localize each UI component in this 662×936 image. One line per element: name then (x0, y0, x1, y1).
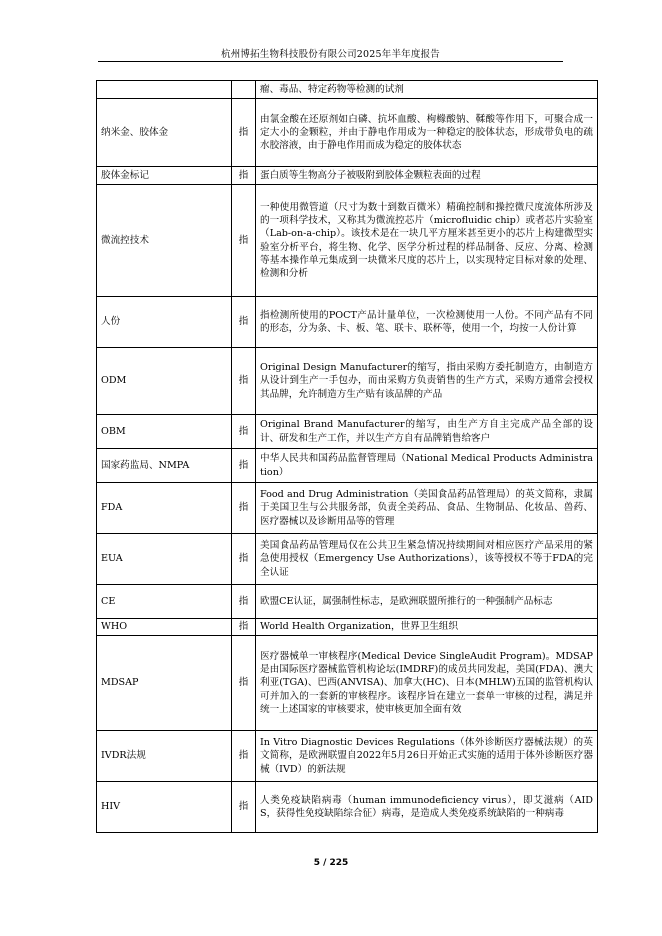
header-divider (98, 61, 563, 62)
term-cell: 微流控技术 (97, 185, 232, 297)
table-row (97, 483, 598, 534)
definition-cell: World Health Organization，世界卫生组织 (256, 619, 598, 636)
definition-cell: 由氯金酸在还原剂如白磷、抗坏血酸、枸橼酸钠、鞣酸等作用下，可聚合成一定大小的金颗粒，并由于静电作用成为一种稳定的胶体状态，形成带负电的疏水胶溶液，由于静电作用而成为稳定的胶体状态 (256, 99, 598, 167)
term-cell: EUA (97, 534, 232, 585)
glossary-table (96, 80, 598, 833)
term-cell: 纳米金、胶体金 (97, 99, 232, 167)
table-row (97, 81, 598, 99)
refers-to-cell: 指 (232, 483, 256, 534)
refers-to-cell: 指 (232, 348, 256, 415)
term-cell: ODM (97, 348, 232, 415)
term-cell: 国家药监局、NMPA (97, 449, 232, 483)
term-cell: 胶体金标记 (97, 167, 232, 185)
table-row (97, 297, 598, 348)
table-row (97, 731, 598, 782)
refers-to-cell: 指 (232, 415, 256, 449)
refers-to-cell: 指 (232, 585, 256, 619)
term-cell: IVDR法规 (97, 731, 232, 782)
definition-cell: In Vitro Diagnostic Devices Regulations（体外诊断医疗器械法规）的英文简称，是欧洲联盟自2022年5月26日开始正式实施的适用于体外诊断医疗器械（IVD）的新法规 (256, 731, 598, 782)
definition-cell: 蛋白质等生物高分子被吸附到胶体金颗粒表面的过程 (256, 167, 598, 185)
table-row (97, 99, 598, 167)
definition-cell: 指检测所使用的POCT产品计量单位，一次检测使用一人份。不同产品有不同的形态，分为条、卡、板、笔、联卡、联杯等，使用一个，均按一人份计算 (256, 297, 598, 348)
definition-cell: 医疗器械单一审核程序(Medical Device SingleAudit Program)。MDSAP是由国际医疗器械监管机构论坛(IMDRF)的成员共同发起，美国(FDA)、澳大利亚(TGA)、巴西(ANVISA)、加拿大(HC)、日本(MHLW)五国的监管机构认可并加入的一套新的审核程序。该程序旨在建立一套单一审核的过程，满足并统一上述国家的审核要求，使审核更加全面有效 (256, 636, 598, 731)
definition-cell: 人类免疫缺陷病毒（human immunodeficiency virus），即艾滋病（AIDS，获得性免疫缺陷综合征）病毒，是造成人类免疫系统缺陷的一种病毒 (256, 782, 598, 833)
refers-to-cell: 指 (232, 449, 256, 483)
definition-cell: Original Brand Manufacturer的缩写，由生产方自主完成产品全部的设计、研发和生产工作，并以生产方自有品牌销售给客户 (256, 415, 598, 449)
definition-cell: 中华人民共和国药品监督管理局（National Medical Products Administration） (256, 449, 598, 483)
term-cell: MDSAP (97, 636, 232, 731)
table-row (97, 619, 598, 636)
refers-to-cell: 指 (232, 731, 256, 782)
term-cell: CE (97, 585, 232, 619)
table-row (97, 782, 598, 833)
definition-cell: 美国食品药品管理局仅在公共卫生紧急情况持续期间对相应医疗产品采用的紧急使用授权（Emergency Use Authorizations），该等授权不等于FDA的完全认证 (256, 534, 598, 585)
table-row (97, 348, 598, 415)
definition-cell: 一种使用微管道（尺寸为数十到数百微米）精确控制和操控微尺度流体所涉及的一项科学技术，又称其为微流控芯片（microfluidic chip）或者芯片实验室（Lab-on-a-chip）。该技术是在一块几平方厘米甚至更小的芯片上构建微型实验室分析平台，将生物、化学、医学分析过程的样品制备、反应、分离、检测等基本操作单元集成到一块微米尺度的芯片上，以实现特定目标对象的处理、检测和分析 (256, 185, 598, 297)
refers-to-cell: 指 (232, 167, 256, 185)
table-row (97, 585, 598, 619)
table-row (97, 167, 598, 185)
definition-cell: 欧盟CE认证，属强制性标志，是欧洲联盟所推行的一种强制产品标志 (256, 585, 598, 619)
table-row (97, 185, 598, 297)
page-header: 杭州博拓生物科技股份有限公司2025年半年度报告 (221, 49, 440, 60)
term-cell (97, 81, 232, 99)
term-cell: FDA (97, 483, 232, 534)
refers-to-cell: 指 (232, 534, 256, 585)
definition-cell: Food and Drug Administration（美国食品药品管理局）的英文简称，隶属于美国卫生与公共服务部，负责全美药品、食品、生物制品、化妆品、兽药、医疗器械以及诊断用品等的管理 (256, 483, 598, 534)
refers-to-cell: 指 (232, 619, 256, 636)
table-row (97, 636, 598, 731)
table-row (97, 415, 598, 449)
term-cell: WHO (97, 619, 232, 636)
refers-to-cell: 指 (232, 185, 256, 297)
definition-cell: Original Design Manufacturer的缩写，指由采购方委托制造方，由制造方从设计到生产一手包办，而由采购方负责销售的生产方式，采购方通常会授权其品牌，允许制造方生产贴有该品牌的产品 (256, 348, 598, 415)
term-cell: HIV (97, 782, 232, 833)
term-cell: OBM (97, 415, 232, 449)
definition-cell: 瘤、毒品、特定药物等检测的试剂 (256, 81, 598, 99)
refers-to-cell: 指 (232, 782, 256, 833)
page-number: 5 / 225 (313, 858, 349, 868)
refers-to-cell (232, 81, 256, 99)
refers-to-cell: 指 (232, 636, 256, 731)
table-row (97, 534, 598, 585)
term-cell: 人份 (97, 297, 232, 348)
table-row (97, 449, 598, 483)
refers-to-cell: 指 (232, 297, 256, 348)
refers-to-cell: 指 (232, 99, 256, 167)
